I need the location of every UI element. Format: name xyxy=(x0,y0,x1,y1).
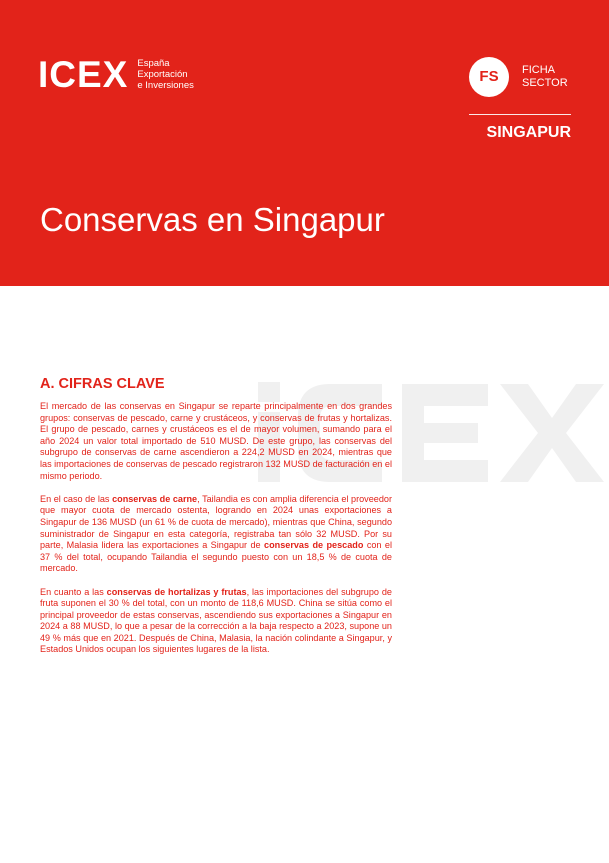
header-divider xyxy=(469,114,571,115)
fs-badge: FS xyxy=(469,57,509,97)
p2-text-c: , Tailandia es con amplia diferencia el proveedor que mayor cuota de mercado ostenta, logrando en 2024 unas exportaciones a Singapur de 136 MUSD (un 61 % de cuota de mercado), mientras que China, segundo suministrador de Singapur en esta categoría, registraba tan sólo 32 MUSD. Por su parte, Malasia lidera las exportaciones a Singapur de xyxy=(40,493,392,551)
badge-label-line-2: SECTOR xyxy=(522,77,568,89)
p3-bold-vegetables: conservas de hortalizas y frutas xyxy=(106,586,247,597)
badge-label-line-1: FICHA xyxy=(522,64,555,76)
section-body xyxy=(40,401,392,668)
icex-logo xyxy=(38,56,194,93)
logo-mark: ICEX xyxy=(38,54,129,95)
p2-text-e: con el 37 % del total, ocupando Tailandia el segundo puesto con un 18,5 % de cuota de mercado. xyxy=(40,540,392,574)
ficha-sector-label xyxy=(522,64,568,90)
logo-text xyxy=(137,58,194,91)
page-title: Conservas en Singapur xyxy=(40,201,385,238)
logo-line-3: e Inversiones xyxy=(137,80,194,91)
country-name: SINGAPUR xyxy=(486,124,571,141)
p2-bold-meat: conservas de carne xyxy=(112,493,198,504)
section-heading: A. CIFRAS CLAVE xyxy=(40,376,165,392)
p3-text-a: En cuanto a las xyxy=(40,586,107,597)
paragraph-meat-fish xyxy=(40,494,392,575)
p2-text-a: En el caso de las xyxy=(40,493,113,504)
logo-line-2: Exportación xyxy=(137,69,188,80)
paragraph-vegetables-fruit xyxy=(40,587,392,657)
paragraph-overview: El mercado de las conservas en Singapur se reparte principalmente en dos grandes grupos: conservas de pescado, carne y crustáceos, y conservas de frutas y hortalizas. El grupo de pescado, carnes y crustáceos es el de mayor volumen, sumando para el año 2024 un valor total importado de 510 MUSD. De este grupo, las conservas del subgrupo de conservas de carne ascendieron a 224,2 MUSD en 2024, mientras que las importaciones de conservas de pescado registraron 132 MUSD de facturación en el mismo periodo. xyxy=(40,401,392,481)
header-banner xyxy=(0,0,609,286)
logo-line-1: España xyxy=(137,58,170,69)
p3-text-c: , las importaciones del subgrupo de fruta suponen el 30 % del total, con un monto de 118,6 MUSD. China se sitúa como el principal proveedor de estas conservas, ascendiendo sus exportaciones a Singapur en 2024 a 88 MUSD, lo que a pesar de la corrección a la baja respecto a 2023, supone un 49 % más que en 2021. Después de China, Malasia, la nación colindante a Singapur, y Estados Unidos ocupan los siguientes lugares de la lista. xyxy=(40,586,392,655)
p2-bold-fish: conservas de pescado xyxy=(264,540,364,551)
